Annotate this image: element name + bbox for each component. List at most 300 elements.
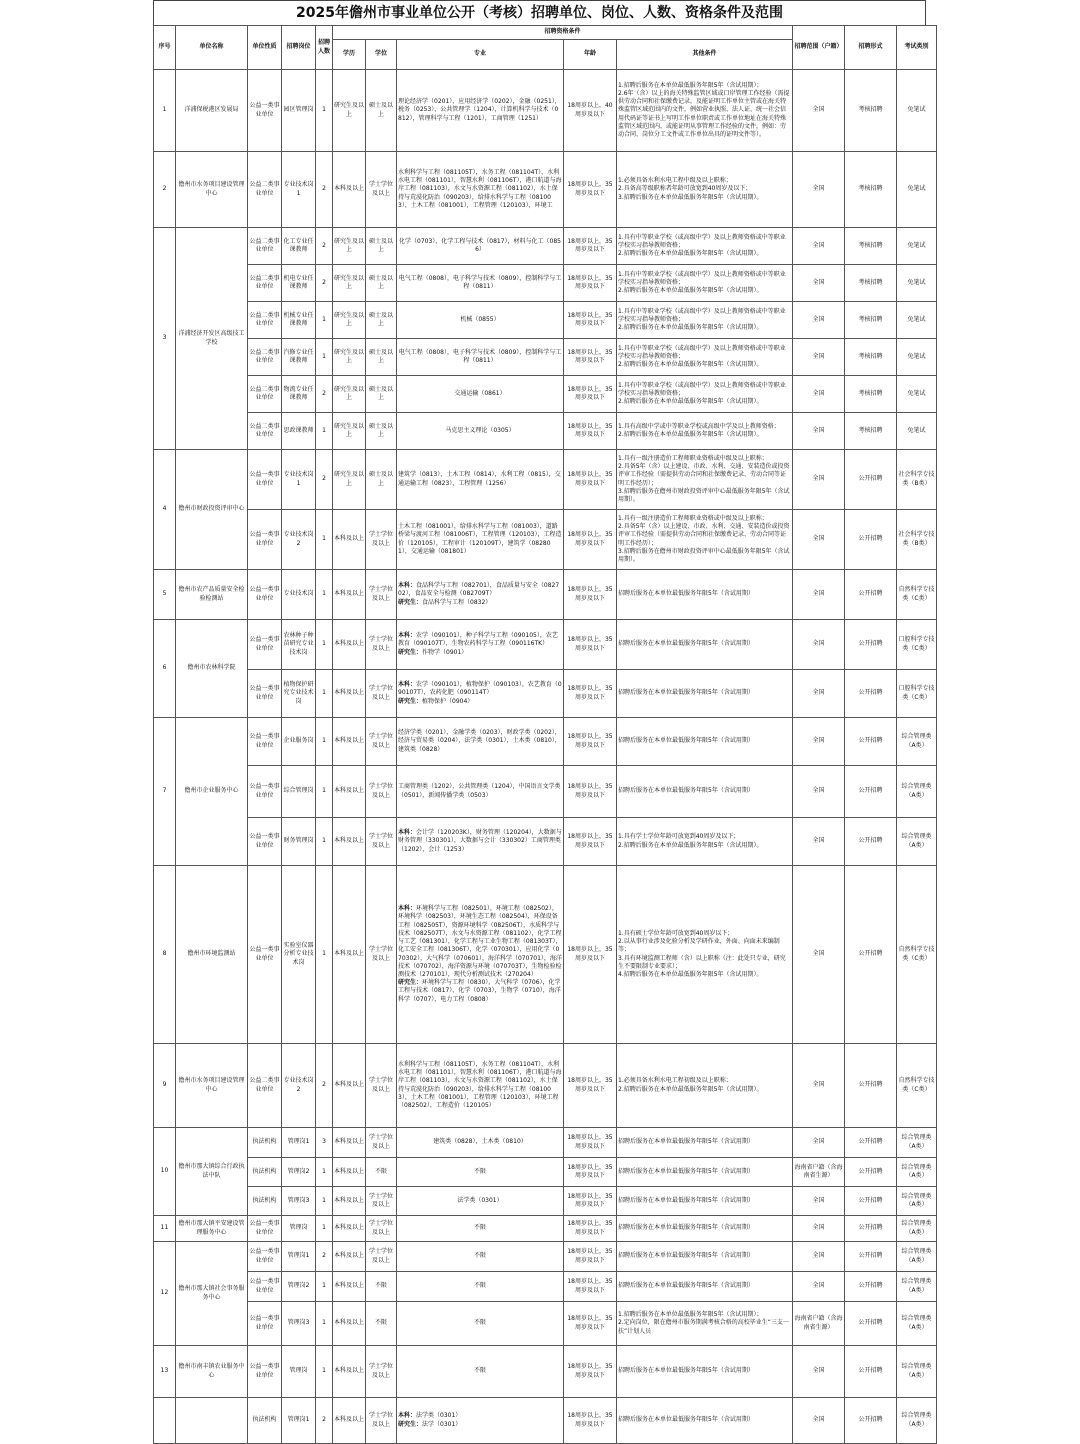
- post-cell: 企业服务岗: [282, 718, 316, 766]
- major-cell: 化学（0703），化学工程与技术（0817），材料与化工（0856）: [397, 228, 564, 265]
- edu-cell: 研究生及以上: [333, 70, 366, 152]
- post-cell: 专业技术岗2: [282, 1044, 316, 1128]
- range-cell: 全国: [793, 1242, 845, 1272]
- exam-cell: 免笔试: [897, 70, 937, 152]
- edu-cell: 本科及以上: [333, 1242, 366, 1272]
- degree-cell: 学士学位及以上: [366, 718, 397, 766]
- form-cell: 公开招聘: [845, 1242, 897, 1272]
- num-cell: 1: [316, 818, 333, 866]
- ben-label: 本科：: [398, 905, 417, 913]
- major-cell: 马克思主义理论（0305）: [397, 413, 564, 450]
- major-cell: 不限: [397, 1242, 564, 1272]
- recruitment-table: [153, 25, 937, 1444]
- exam-cell: 免笔试: [897, 339, 937, 376]
- degree-cell: 不限: [366, 1272, 397, 1302]
- major-cell: 电气工程（0808），电子科学与技术（0809），控制科学与工程（0811）: [397, 265, 564, 302]
- edu-cell: 研究生及以上: [333, 302, 366, 339]
- major-cell: 不限: [397, 1272, 564, 1302]
- edu-cell: 本科及以上: [333, 1398, 366, 1444]
- unit-cell: 儋州市财政投资评审中心: [176, 450, 248, 570]
- col-post: 招聘岗位: [282, 26, 316, 70]
- form-cell: 考核招聘: [845, 376, 897, 413]
- nature-cell: 执法机构: [248, 1398, 282, 1444]
- nature-cell: 公益二类事业单位: [248, 376, 282, 413]
- edu-cell: 本科及以上: [333, 866, 366, 1044]
- other-cell: 1.具有中等职业学校（或高级中学）及以上教师资格或中等职业学校实习指导教师资格； 2.招聘后服务在本单位最低服务年限5年（含试用期）。: [617, 228, 793, 265]
- yan-label: 研究生：: [398, 1420, 423, 1428]
- age-cell: 18周岁以上，35周岁及以下: [564, 1216, 617, 1242]
- num-cell: 2: [316, 1398, 333, 1444]
- exam-cell: 综合管理类（A类）: [897, 1346, 937, 1398]
- age-cell: 18周岁以上，35周岁及以下: [564, 620, 617, 670]
- major-cell: 经济学类（0201），金融学类（0203），财政学类（0202），经济与贸易类（0204），法学类（0301），土木类（0810），建筑类（0828）: [397, 718, 564, 766]
- exam-cell: 免笔试: [897, 228, 937, 265]
- col-form: 招聘形式: [845, 26, 897, 70]
- age-cell: 18周岁以上，35周岁及以下: [564, 718, 617, 766]
- nature-cell: 公益一类事业单位: [248, 570, 282, 620]
- major-cell: [397, 1398, 564, 1444]
- other-cell: 1.必须具备水利水电工程中级及以上职称； 2.具备高等级职称者年龄可放宽到40周岁及以下； 3.招聘后服务在本单位最低服务年限5年（含试用期）。: [617, 152, 793, 228]
- range-cell: 全国: [793, 818, 845, 866]
- age-cell: 18周岁以上，35周岁及以下: [564, 510, 617, 570]
- post-cell: 专业技术岗1: [282, 450, 316, 510]
- post-cell: 植物保护研究专业技术岗: [282, 670, 316, 718]
- range-cell: 全国: [793, 450, 845, 510]
- form-cell: 公开招聘: [845, 1158, 897, 1187]
- seq-cell: 3: [154, 228, 176, 450]
- other-cell: 招聘后服务在本单位最低服务年限5年（含试用期）: [617, 1187, 793, 1216]
- range-cell: 全国: [793, 376, 845, 413]
- seq-cell: 9: [154, 1044, 176, 1128]
- exam-cell: 社会科学专技类（B类）: [897, 450, 937, 510]
- seq-cell: [154, 1398, 176, 1444]
- major-cell: 不限: [397, 1346, 564, 1398]
- seq-cell: 11: [154, 1216, 176, 1242]
- other-cell: 招聘后服务在本单位最低服务年限5年（含试用期）: [617, 1216, 793, 1242]
- range-cell: 全国: [793, 1044, 845, 1128]
- form-cell: 公开招聘: [845, 1398, 897, 1444]
- num-cell: 1: [316, 1216, 333, 1242]
- post-cell: 管理岗1: [282, 1242, 316, 1272]
- exam-cell: 口腔科学专技类（C类）: [897, 670, 937, 718]
- table-row: [154, 265, 937, 302]
- form-cell: 考核招聘: [845, 339, 897, 376]
- edu-cell: 本科及以上: [333, 818, 366, 866]
- degree-cell: 硕士及以上: [366, 302, 397, 339]
- num-cell: 2: [316, 376, 333, 413]
- col-num: 招聘人数: [316, 26, 333, 70]
- other-cell: 1.具有中等职业学校（或高级中学）及以上教师资格或中等职业学校实习指导教师资格； 2.招聘后服务在本单位最低服务年限5年（含试用期）。: [617, 302, 793, 339]
- degree-cell: 不限: [366, 1302, 397, 1346]
- major-cell: 机械（0855）: [397, 302, 564, 339]
- num-cell: 2: [316, 228, 333, 265]
- table-row: [154, 152, 937, 228]
- range-cell: 全国: [793, 265, 845, 302]
- unit-cell: 儋州市南丰镇农业服务中心: [176, 1346, 248, 1398]
- form-cell: 公开招聘: [845, 450, 897, 510]
- table-row: [154, 620, 937, 670]
- major-cell: [397, 818, 564, 866]
- col-degree: 学位: [366, 40, 397, 70]
- edu-cell: 本科及以上: [333, 620, 366, 670]
- range-cell: 全国: [793, 766, 845, 818]
- major-cell: 水利科学与工程（081105T），水务工程（081104T），水利水电工程（081101），智慧水利（081106T），港口航道与海岸工程（081103），水文与水资源工程（081102），水土保持与荒漠化防治（090203），给排水科学与工程（081003），土木工程（081001），工程管理（120103），环境工程（082502），工程造价（120105）: [397, 1044, 564, 1128]
- unit-cell: 洋浦保税港区发展局: [176, 70, 248, 152]
- range-cell: 全国: [793, 413, 845, 450]
- edu-cell: 本科及以上: [333, 1128, 366, 1158]
- age-cell: 18周岁以上，35周岁及以下: [564, 1272, 617, 1302]
- major-cell: 不限: [397, 1158, 564, 1187]
- col-edu: 学历: [333, 40, 366, 70]
- nature-cell: 公益一类事业单位: [248, 766, 282, 818]
- post-cell: 化工专业任课教师: [282, 228, 316, 265]
- form-cell: 公开招聘: [845, 670, 897, 718]
- form-cell: 考核招聘: [845, 302, 897, 339]
- post-cell: 管理岗1: [282, 1398, 316, 1444]
- other-cell: 1.具有学士学位年龄可放宽到40周岁及以下； 2.招聘后服务在本单位最低服务年限5年（含试用期）。: [617, 818, 793, 866]
- major-cell: [397, 570, 564, 620]
- exam-cell: 社会科学专技类（B类）: [897, 510, 937, 570]
- unit-cell: 儋州市环境监测站: [176, 866, 248, 1044]
- range-cell: 全国: [793, 670, 845, 718]
- form-cell: 公开招聘: [845, 1044, 897, 1128]
- degree-cell: 硕士及以上: [366, 228, 397, 265]
- exam-cell: 口腔科学专技类（C类）: [897, 620, 937, 670]
- ben-majors: 会计学（120203K），财务管理（120204），大数据与财务管理（330301），大数据与会计（330302）: [398, 829, 562, 845]
- post-cell: 管理岗1: [282, 1128, 316, 1158]
- edu-cell: 本科及以上: [333, 570, 366, 620]
- yan-label: 研究生：: [398, 648, 423, 656]
- seq-cell: 1: [154, 70, 176, 152]
- post-cell: 专业技术岗1: [282, 152, 316, 228]
- nature-cell: 公益一类事业单位: [248, 818, 282, 866]
- nature-cell: 公益二类事业单位: [248, 413, 282, 450]
- nature-cell: 公益一类事业单位: [248, 866, 282, 1044]
- table-row: [154, 1398, 937, 1444]
- age-cell: 18周岁以上，35周岁及以下: [564, 866, 617, 1044]
- major-cell: 水利科学与工程（081105T），水务工程（081104T），水利水电工程（081101），智慧水利（081106T），港口航道与海岸工程（081103），水文与水资源工程（081102），水土保持与荒漠化防治（090203），给排水科学与工程（081003），土木工程（081001），工程管理（120103），环境工: [397, 152, 564, 228]
- table-row: [154, 1187, 937, 1216]
- other-cell: 1.具有中等职业学校（或高级中学）及以上教师资格或中等职业学校实习指导教师资格； 2.招聘后服务在本单位最低服务年限5年（含试用期）。: [617, 265, 793, 302]
- exam-cell: 自然科学专技类（C类）: [897, 866, 937, 1044]
- other-cell: 1.招聘后服务在本单位最低服务年限5年（含试用期）； 2.6年（含）以上的海关特殊监管区域或口岸管理工作经验（需提供劳动合同和社保缴费记录，及能证明工作单位主管或在海关特殊监管区域范围内的文件，例如营业执照、法人证、统一社会信用代码证等证书上写明工作单位职责或工作单位地址在海关特殊监管区域范围内，或能证明从事管理工作经验的文件，例如：劳动合同、岗位分工文件或工作单位出具的证明文件等）。: [617, 70, 793, 152]
- age-cell: 18周岁以上，35周岁及以下: [564, 670, 617, 718]
- other-cell: 招聘后服务在本单位最低服务年限5年（含试用期）: [617, 570, 793, 620]
- other-cell: 1.具有中等职业学校（或高级中学）及以上教师资格或中等职业学校实习指导教师资格； 2.招聘后服务在本单位最低服务年限5年（含试用期）。: [617, 376, 793, 413]
- yan-label: 研究生：: [398, 697, 423, 705]
- form-cell: 公开招聘: [845, 1272, 897, 1302]
- num-cell: 1: [316, 570, 333, 620]
- other-cell: 1.具有一级注册造价工程师职业资格或中级及以上职称； 2.具备5年（含）以上建设、市政、水利、交通、安装造价或投资评审工作经验（需提供劳动合同和社保缴费记录、劳动合同等证明工作经历）； 3.招聘后服务在儋州市财政投资评审中心最低服务年限5年（含试用期）。: [617, 450, 793, 510]
- exam-cell: 综合管理类（A类）: [897, 718, 937, 766]
- other-cell: 招聘后服务在本单位最低服务年限5年（含试用期）: [617, 1346, 793, 1398]
- form-cell: 公开招聘: [845, 1302, 897, 1346]
- exam-cell: 免笔试: [897, 413, 937, 450]
- table-row: [154, 866, 937, 1044]
- post-cell: 物流专业任课教师: [282, 376, 316, 413]
- col-range: 招聘范围（户籍）: [793, 26, 845, 70]
- col-other: 其他条件: [617, 40, 793, 70]
- age-cell: 18周岁以上，35周岁及以下: [564, 1302, 617, 1346]
- range-cell: 全国: [793, 620, 845, 670]
- post-cell: 综合管理岗: [282, 766, 316, 818]
- age-cell: 18周岁以上，35周岁及以下: [564, 302, 617, 339]
- col-seq: 序号: [154, 26, 176, 70]
- range-cell: 全国: [793, 302, 845, 339]
- other-cell: 1.具有中等职业学校（或高级中学）及以上教师资格或中等职业学校实习指导教师资格； 2.招聘后服务在本单位最低服务年限5年（含试用期）。: [617, 339, 793, 376]
- major-cell: 工商管理类（1202），公共管理类（1204），中国语言文学类（0501），新闻传播学类（0503）: [397, 766, 564, 818]
- age-cell: 18周岁以上，35周岁及以下: [564, 766, 617, 818]
- num-cell: 1: [316, 620, 333, 670]
- post-cell: 管理岗2: [282, 1158, 316, 1187]
- age-cell: 18周岁以上，35周岁及以下: [564, 1187, 617, 1216]
- form-cell: 公开招聘: [845, 570, 897, 620]
- edu-cell: 本科及以上: [333, 1158, 366, 1187]
- form-cell: 公开招聘: [845, 1216, 897, 1242]
- num-cell: 1: [316, 339, 333, 376]
- age-cell: 18周岁以上，35周岁及以下: [564, 152, 617, 228]
- exam-cell: 综合管理类（A类）: [897, 818, 937, 866]
- num-cell: 1: [316, 1272, 333, 1302]
- table-row: [154, 570, 937, 620]
- post-cell: 园区管理岗: [282, 70, 316, 152]
- form-cell: 考核招聘: [845, 413, 897, 450]
- degree-cell: 学士学位及以上: [366, 1346, 397, 1398]
- major-cell: [397, 866, 564, 1044]
- post-cell: 汽修专业任课教师: [282, 339, 316, 376]
- ben-label: 本科：: [398, 582, 417, 590]
- degree-cell: 硕士及以上: [366, 413, 397, 450]
- post-cell: 实验室仪器分析专业技术岗: [282, 866, 316, 1044]
- nature-cell: 执法机构: [248, 1128, 282, 1158]
- edu-cell: 研究生及以上: [333, 339, 366, 376]
- range-cell: 全国: [793, 152, 845, 228]
- exam-cell: 综合管理类（A类）: [897, 1398, 937, 1444]
- num-cell: 1: [316, 866, 333, 1044]
- post-cell: 专业技术岗: [282, 570, 316, 620]
- table-row: [154, 1158, 937, 1187]
- table-row: [154, 718, 937, 766]
- col-major: 专业: [397, 40, 564, 70]
- nature-cell: 公益二类事业单位: [248, 228, 282, 265]
- age-cell: 18周岁以上，35周岁及以下: [564, 570, 617, 620]
- major-cell: 电气工程（0808），电子科学与技术（0809），控制科学与工程（0811）: [397, 339, 564, 376]
- degree-cell: 学士学位及以上: [366, 152, 397, 228]
- other-cell: 招聘后服务在本单位最低服务年限5年（含试用期）: [617, 1398, 793, 1444]
- form-cell: 公开招聘: [845, 1128, 897, 1158]
- table-row: [154, 818, 937, 866]
- other-cell: 1.具有一级注册造价工程师职业资格或中级及以上职称； 2.具备5年（含）以上建设、市政、水利、交通、安装造价或投资评审工作经验（需提供劳动合同和社保缴费记录、劳动合同等证明工作经历）； 3.招聘后服务在儋州市财政投资评审中心最低服务年限5年（含试用期）。: [617, 510, 793, 570]
- other-cell: 招聘后服务在本单位最低服务年限5年（含试用期）: [617, 670, 793, 718]
- unit-cell: 儋州市农林科学院: [176, 620, 248, 718]
- unit-cell: 儋州市那大镇综合行政执法中队: [176, 1128, 248, 1216]
- table-row: [154, 339, 937, 376]
- edu-cell: 研究生及以上: [333, 228, 366, 265]
- nature-cell: 公益一类事业单位: [248, 1272, 282, 1302]
- unit-cell: 洋浦经济开发区高级技工学校: [176, 228, 248, 450]
- num-cell: 1: [316, 766, 333, 818]
- range-cell: 全国: [793, 866, 845, 1044]
- form-cell: 公开招聘: [845, 718, 897, 766]
- age-cell: 18周岁以上，35周岁及以下: [564, 1242, 617, 1272]
- col-exam: 考试类别: [897, 26, 937, 70]
- ben-majors: 农学（090101），植物保护（090103），农艺教育（090107T），农药化肥（090114T）: [398, 681, 562, 697]
- degree-cell: 学士学位及以上: [366, 866, 397, 1044]
- table-row: [154, 450, 937, 510]
- range-cell: 全国: [793, 718, 845, 766]
- edu-cell: 本科及以上: [333, 1346, 366, 1398]
- exam-cell: 免笔试: [897, 302, 937, 339]
- degree-cell: 硕士及以上: [366, 70, 397, 152]
- other-cell: 招聘后服务在本单位最低服务年限5年（含试用期）: [617, 1128, 793, 1158]
- unit-cell: 儋州市农产品质量安全检验检测站: [176, 570, 248, 620]
- nature-cell: 公益一类事业单位: [248, 1242, 282, 1272]
- yan-majors: 食品科学与工程（0832）: [422, 598, 492, 606]
- unit-cell: 儋州市企业服务中心: [176, 718, 248, 866]
- table-row: [154, 1044, 937, 1128]
- range-cell: 全国: [793, 1128, 845, 1158]
- yan-label: 研究生：: [398, 979, 423, 987]
- other-cell: 招聘后服务在本单位最低服务年限5年（含试用期）: [617, 718, 793, 766]
- age-cell: 18周岁以上，35周岁及以下: [564, 265, 617, 302]
- age-cell: 18周岁以上，40周岁及以下: [564, 70, 617, 152]
- seq-cell: 4: [154, 450, 176, 570]
- form-cell: 公开招聘: [845, 866, 897, 1044]
- form-cell: 考核招聘: [845, 265, 897, 302]
- ben-majors: 食品科学与工程（082701），食品质量与安全（082702），食品安全与检测（082709T）: [398, 582, 560, 598]
- edu-cell: 研究生及以上: [333, 413, 366, 450]
- num-cell: 1: [316, 302, 333, 339]
- seq-cell: 6: [154, 620, 176, 718]
- table-row: [154, 510, 937, 570]
- exam-cell: 自然科学专技类（C类）: [897, 570, 937, 620]
- num-cell: 1: [316, 413, 333, 450]
- exam-cell: 综合管理类（A类）: [897, 1242, 937, 1272]
- post-cell: 财务管理岗: [282, 818, 316, 866]
- unit-cell: 儋州市那大镇社会事务服务中心: [176, 1242, 248, 1346]
- edu-cell: 本科及以上: [333, 1216, 366, 1242]
- degree-cell: 学士学位及以上: [366, 1187, 397, 1216]
- num-cell: 1: [316, 1187, 333, 1216]
- degree-cell: 硕士及以上: [366, 376, 397, 413]
- form-cell: 考核招聘: [845, 152, 897, 228]
- form-cell: 公开招聘: [845, 1346, 897, 1398]
- yan-majors: 植物保护（0904）: [422, 697, 474, 705]
- post-cell: 管理岗2: [282, 1272, 316, 1302]
- other-cell: 1.具有硕士学位年龄可放宽到40周岁以下； 2.以从事行业涉及化验分析及学研作业，外面、向面未来编制等； 3.具有环境监测工程师（含）以上职称（注：此处只专业，研究生不要限制专业要求）； 4.招聘后服务在本单位最低服务年限5年（含试用期）。: [617, 866, 793, 1044]
- header-row: [154, 26, 937, 40]
- major-cell: [397, 620, 564, 670]
- major-cell: [397, 670, 564, 718]
- form-cell: 公开招聘: [845, 1187, 897, 1216]
- seq-cell: 12: [154, 1242, 176, 1346]
- age-cell: 18周岁以上，35周岁及以下: [564, 413, 617, 450]
- age-cell: 18周岁以上，35周岁及以下: [564, 1158, 617, 1187]
- edu-cell: 本科及以上: [333, 1302, 366, 1346]
- num-cell: 2: [316, 1242, 333, 1272]
- ben-label: 本科：: [398, 681, 417, 689]
- num-cell: 1: [316, 70, 333, 152]
- other-cell: 1.招聘后服务在本单位最低服务年限5年（含试用期）； 2.定向岗位，限在儋州市服务期满考核合格的高校毕业生“三支一扶”计划人员: [617, 1302, 793, 1346]
- form-cell: 公开招聘: [845, 766, 897, 818]
- exam-cell: 综合管理类（A类）: [897, 766, 937, 818]
- degree-cell: 学士学位及以上: [366, 1242, 397, 1272]
- edu-cell: 本科及以上: [333, 670, 366, 718]
- table-row: [154, 376, 937, 413]
- nature-cell: 执法机构: [248, 1187, 282, 1216]
- ben-majors: 环境科学与工程（082501），环境工程（082502），环境科学（082503），环境生态工程（082504），环保设备工程（082505T），资源环境科学（082506T），水质科学与技术（082507T），水文与水资源工程（081102），化学工程与工艺（081301），化学工程与工业生物工程（081303T），化工安全工程（081306T），化学（070301），应用化学（070302），大气科学（070601），海洋科学（070701），海洋技术（070702），海洋资源与环境（070703T），生物检验检测技术（270101），现代分析测试技术（270204）: [398, 905, 562, 978]
- seq-cell: 8: [154, 866, 176, 1044]
- other-cell: 招聘后服务在本单位最低服务年限5年（含试用期）: [617, 1272, 793, 1302]
- seq-cell: 7: [154, 718, 176, 866]
- nature-cell: 公益一类事业单位: [248, 1302, 282, 1346]
- ben-label: 本科：: [398, 1412, 417, 1420]
- unit-cell: 儋州市水务项目建设管理中心: [176, 152, 248, 228]
- form-cell: 公开招聘: [845, 510, 897, 570]
- seq-cell: 5: [154, 570, 176, 620]
- edu-cell: 本科及以上: [333, 1272, 366, 1302]
- degree-cell: 学士学位及以上: [366, 1128, 397, 1158]
- exam-cell: 综合管理类（A类）: [897, 1302, 937, 1346]
- exam-cell: 综合管理类（A类）: [897, 1272, 937, 1302]
- major-cell: 土木工程（081001），给排水科学与工程（081003），道路桥梁与渡河工程（081006T），工程管理（120103），工程造价（120105），工程审计（120109T），建筑学（082801），交通运输（081801）: [397, 510, 564, 570]
- range-cell: 全国: [793, 1346, 845, 1398]
- other-cell: 1.必须具备水利水电工程初级及以上职称； 2.招聘后服务在本单位最低服务年限5年（含试用期）。: [617, 1044, 793, 1128]
- col-age: 年龄: [564, 40, 617, 70]
- num-cell: 3: [316, 1128, 333, 1158]
- range-cell: 全国: [793, 1272, 845, 1302]
- num-cell: 1: [316, 1158, 333, 1187]
- nature-cell: 公益二类事业单位: [248, 152, 282, 228]
- num-cell: 1: [316, 1346, 333, 1398]
- range-cell: 全国: [793, 1216, 845, 1242]
- age-cell: 18周岁以上，35周岁及以下: [564, 818, 617, 866]
- nature-cell: 公益一类事业单位: [248, 70, 282, 152]
- yan-label: 研究生：: [398, 598, 423, 606]
- exam-cell: 免笔试: [897, 376, 937, 413]
- col-nature: 单位性质: [248, 26, 282, 70]
- table-row: [154, 1216, 937, 1242]
- num-cell: 2: [316, 265, 333, 302]
- degree-cell: 硕士及以上: [366, 265, 397, 302]
- exam-cell: 综合管理类（A类）: [897, 1158, 937, 1187]
- num-cell: 2: [316, 152, 333, 228]
- form-cell: 考核招聘: [845, 228, 897, 265]
- yan-majors: 环境科学与工程（0830），大气科学（0706），化学工程与技术（0817），化学（0703），生物学（0710），海洋科学（0707），电力工程（0808）: [398, 979, 561, 1003]
- yan-majors: 法学（0301）: [422, 1420, 462, 1428]
- table-row: [154, 228, 937, 265]
- edu-cell: 本科及以上: [333, 1187, 366, 1216]
- range-cell: 海南省户籍（含海南省生源）: [793, 1302, 845, 1346]
- recruitment-sheet: [153, 0, 935, 1444]
- nature-cell: 公益二类事业单位: [248, 302, 282, 339]
- range-cell: 全国: [793, 570, 845, 620]
- nature-cell: 执法机构: [248, 1158, 282, 1187]
- degree-cell: 学士学位及以上: [366, 1044, 397, 1128]
- degree-cell: 学士学位及以上: [366, 510, 397, 570]
- edu-cell: 本科及以上: [333, 766, 366, 818]
- ben-majors-tail: 工商管理类（1202），会计（1253）: [398, 837, 561, 853]
- nature-cell: 公益一类事业单位: [248, 670, 282, 718]
- ben-label: 本科：: [398, 829, 417, 837]
- num-cell: 2: [316, 450, 333, 510]
- age-cell: 18周岁以上，35周岁及以下: [564, 1044, 617, 1128]
- unit-cell: 儋州市那大镇平安建设管理服务中心: [176, 1216, 248, 1242]
- table-row: [154, 1302, 937, 1346]
- num-cell: 2: [316, 1044, 333, 1128]
- other-cell: 招聘后服务在本单位最低服务年限5年（含试用期）: [617, 620, 793, 670]
- other-cell: 招聘后服务在本单位最低服务年限5年（含试用期）: [617, 1242, 793, 1272]
